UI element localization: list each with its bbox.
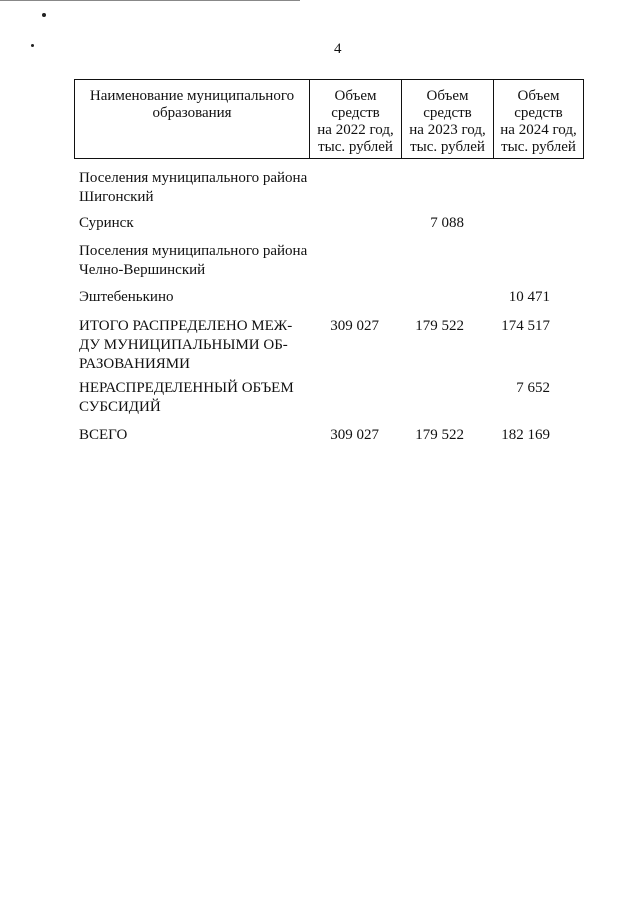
header-2024-column bbox=[493, 80, 583, 158]
table-row-name bbox=[79, 242, 319, 280]
header-2022-line: Объем bbox=[334, 88, 377, 104]
table-row-name bbox=[79, 317, 319, 374]
row-name-line: Шигонский bbox=[79, 189, 154, 205]
page-number: 4 bbox=[334, 41, 342, 57]
table-row-name bbox=[79, 379, 319, 417]
value-2024: 10 471 bbox=[508, 289, 550, 305]
table-row-name bbox=[79, 169, 319, 207]
row-name-line: Челно-Вершинский bbox=[79, 262, 206, 278]
row-name-line: СУБСИДИЙ bbox=[79, 399, 161, 415]
value-2022: 309 027 bbox=[330, 318, 379, 334]
header-2022-line: на 2022 год, bbox=[317, 122, 394, 138]
header-2023-line: тыс. рублей bbox=[410, 139, 485, 155]
header-2024-line: тыс. рублей bbox=[501, 139, 576, 155]
scan-edge-line bbox=[0, 0, 300, 1]
value-2023: 179 522 bbox=[415, 318, 464, 334]
table-row-name: Суринск bbox=[79, 215, 134, 231]
scan-speck bbox=[42, 13, 46, 17]
value-2023: 7 088 bbox=[430, 215, 464, 231]
value-2024: 174 517 bbox=[501, 318, 550, 334]
header-name-line: образования bbox=[152, 105, 232, 121]
value-2024: 182 169 bbox=[501, 427, 550, 443]
header-2023-line: Объем bbox=[426, 88, 469, 104]
header-2022-line: средств bbox=[331, 105, 380, 121]
header-2023-line: на 2023 год, bbox=[409, 122, 486, 138]
header-2024-line: Объем bbox=[517, 88, 560, 104]
header-2024-line: средств bbox=[514, 105, 563, 121]
scan-speck bbox=[31, 44, 34, 47]
header-2023-column bbox=[401, 80, 493, 158]
value-2022: 309 027 bbox=[330, 427, 379, 443]
table-row-name: ВСЕГО bbox=[79, 427, 128, 443]
value-2023: 179 522 bbox=[415, 427, 464, 443]
header-name-line: Наименование муниципального bbox=[89, 88, 295, 104]
row-name-line: РАЗОВАНИЯМИ bbox=[79, 356, 190, 372]
row-name-line: НЕРАСПРЕДЕЛЕННЫЙ ОБЪЕМ bbox=[79, 380, 294, 396]
table-header bbox=[74, 79, 584, 159]
row-name-line: ИТОГО РАСПРЕДЕЛЕНО МЕЖ- bbox=[79, 318, 293, 334]
row-name-line: Поселения муниципального района bbox=[79, 243, 308, 259]
header-2022-line: тыс. рублей bbox=[318, 139, 393, 155]
header-2024-line: на 2024 год, bbox=[500, 122, 577, 138]
row-name-line: Поселения муниципального района bbox=[79, 170, 308, 186]
value-2024: 7 652 bbox=[516, 380, 550, 396]
header-name-column bbox=[75, 80, 309, 158]
table-row-name: Эштебенькино bbox=[79, 289, 174, 305]
row-name-line: ДУ МУНИЦИПАЛЬНЫМИ ОБ- bbox=[79, 337, 288, 353]
header-2023-line: средств bbox=[423, 105, 472, 121]
header-2022-column bbox=[309, 80, 401, 158]
